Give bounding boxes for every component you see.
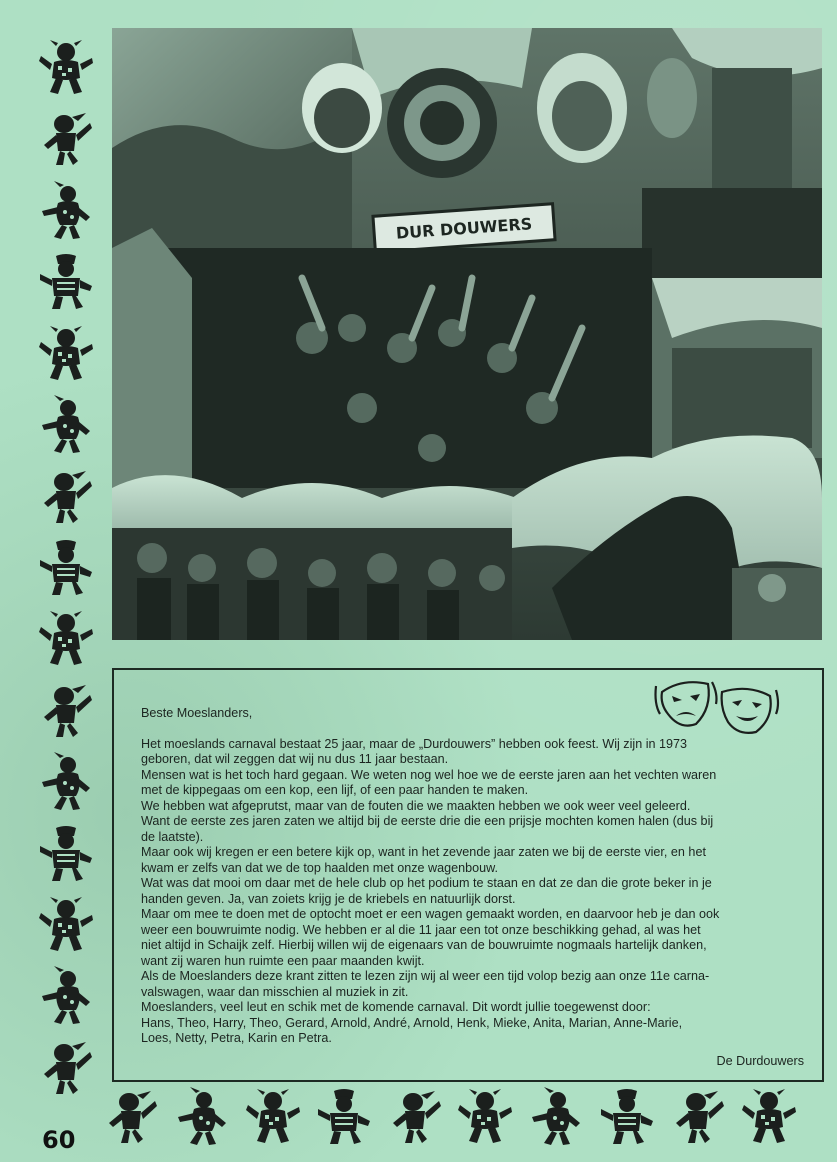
bottom-figure-border: [100, 1086, 800, 1148]
letter-salutation: Beste Moeslanders,: [141, 706, 253, 720]
dancing-figure-icon: [35, 752, 97, 812]
dancing-figure-icon: [100, 1087, 162, 1147]
letter-body: [141, 706, 801, 1047]
dancing-figure-icon: [35, 395, 97, 455]
letter-line: valswagen, waar dan misschien al muziek in zit.: [141, 984, 409, 999]
dancing-figure-icon: [35, 681, 97, 741]
letter-line: Moeslanders, veel leut en schik met de komende carnaval. Dit wordt jullie toegewenst door:: [141, 1000, 651, 1014]
collage-image: [112, 28, 822, 640]
dancing-figure-icon: [35, 467, 97, 527]
dancing-figure-icon: [384, 1087, 446, 1147]
letter-line: Mensen wat is het toch hard gegaan. We weten nog wel hoe we de eerste jaren aan het vechten waren: [141, 767, 717, 782]
dancing-figure-icon: [313, 1087, 375, 1147]
dancing-figure-icon: [738, 1087, 800, 1147]
letter-line: niet altijd in Schaijk zelf. Hierbij willen wij de eigenaars van de bouwruimte nogmaals hartelijk danken,: [141, 938, 707, 952]
left-figure-border: [30, 38, 102, 1098]
photo-collage: [112, 28, 822, 640]
letter-line: de laatste).: [141, 829, 204, 844]
letter-line: Wat was dat mooi om daar met de hele club op het podium te staan en dat ze dan die grote beker in je: [141, 876, 712, 890]
dancing-figure-icon: [35, 895, 97, 955]
dancing-figure-icon: [171, 1087, 233, 1147]
dancing-figure-icon: [35, 38, 97, 98]
letter-line: kwam er zelfs van dat we de top haalden met onze wagenbouw.: [141, 860, 499, 875]
letter-line: geboren, dat wil zeggen dat wij nu dus 11 jaar bestaan.: [141, 752, 449, 766]
letter-signature: De Durdouwers: [716, 1054, 804, 1068]
page-number: 60: [42, 1126, 76, 1154]
dancing-figure-icon: [525, 1087, 587, 1147]
letter-line: Want de eerste zes jaren zaten we altijd bij de eerste drie die een prijsje mochten komen halen (dus bij: [141, 814, 714, 828]
dancing-figure-icon: [596, 1087, 658, 1147]
letter-line: Hans, Theo, Harry, Theo, Gerard, Arnold, André, Arnold, Henk, Mieke, Anita, Marian, Anne-Marie,: [141, 1015, 683, 1030]
dancing-figure-icon: [35, 538, 97, 598]
letter-line: Maar ook wij kregen er een betere kijk op, want in het zevende jaar zaten we bij de eerste vier, en het: [141, 845, 706, 859]
dancing-figure-icon: [35, 252, 97, 312]
dancing-figure-icon: [667, 1087, 729, 1147]
letter-line: Maar om mee te doen met de optocht moet er een wagen gemaakt worden, en daarvoor heb je dan ook: [141, 907, 720, 921]
dancing-figure-icon: [35, 966, 97, 1026]
letter-line: Als de Moeslanders deze krant zitten te lezen zijn wij al weer een tijd volop bezig aan onze 11e carna-: [141, 969, 710, 983]
float-banner-text: DUR DOUWERS: [395, 214, 533, 243]
dancing-figure-icon: [242, 1087, 304, 1147]
letter-line: met de kippegaas om een kop, een lijf, of een paar handen te maken.: [141, 783, 529, 797]
letter-line: want zij waren hun ruimte een paar maanden kwijt.: [141, 953, 425, 968]
dancing-figure-icon: [35, 109, 97, 169]
dancing-figure-icon: [35, 324, 97, 384]
letter-line: Het moeslands carnaval bestaat 25 jaar, maar de „Durdouwers” hebben ook feest. Wij zijn in 1973: [141, 736, 688, 751]
dancing-figure-icon: [35, 824, 97, 884]
dancing-figure-icon: [35, 1038, 97, 1098]
letter-line: We hebben wat afgeprutst, maar van de fouten die we maakten hebben we ook weer veel geleerd.: [141, 798, 691, 813]
letter-line: weer een bouwruimte nodig. We hebben er al die 11 jaar een tot onze beschikking gehad, al was het: [141, 922, 701, 937]
dancing-figure-icon: [35, 181, 97, 241]
letter-box: [112, 668, 824, 1082]
dancing-figure-icon: [454, 1087, 516, 1147]
letter-line: handen geven. Ja, van zoiets krijg je de kriebels en natuurlijk dorst.: [141, 891, 516, 906]
letter-line: Loes, Netty, Petra, Karin en Petra.: [141, 1031, 332, 1045]
dancing-figure-icon: [35, 609, 97, 669]
